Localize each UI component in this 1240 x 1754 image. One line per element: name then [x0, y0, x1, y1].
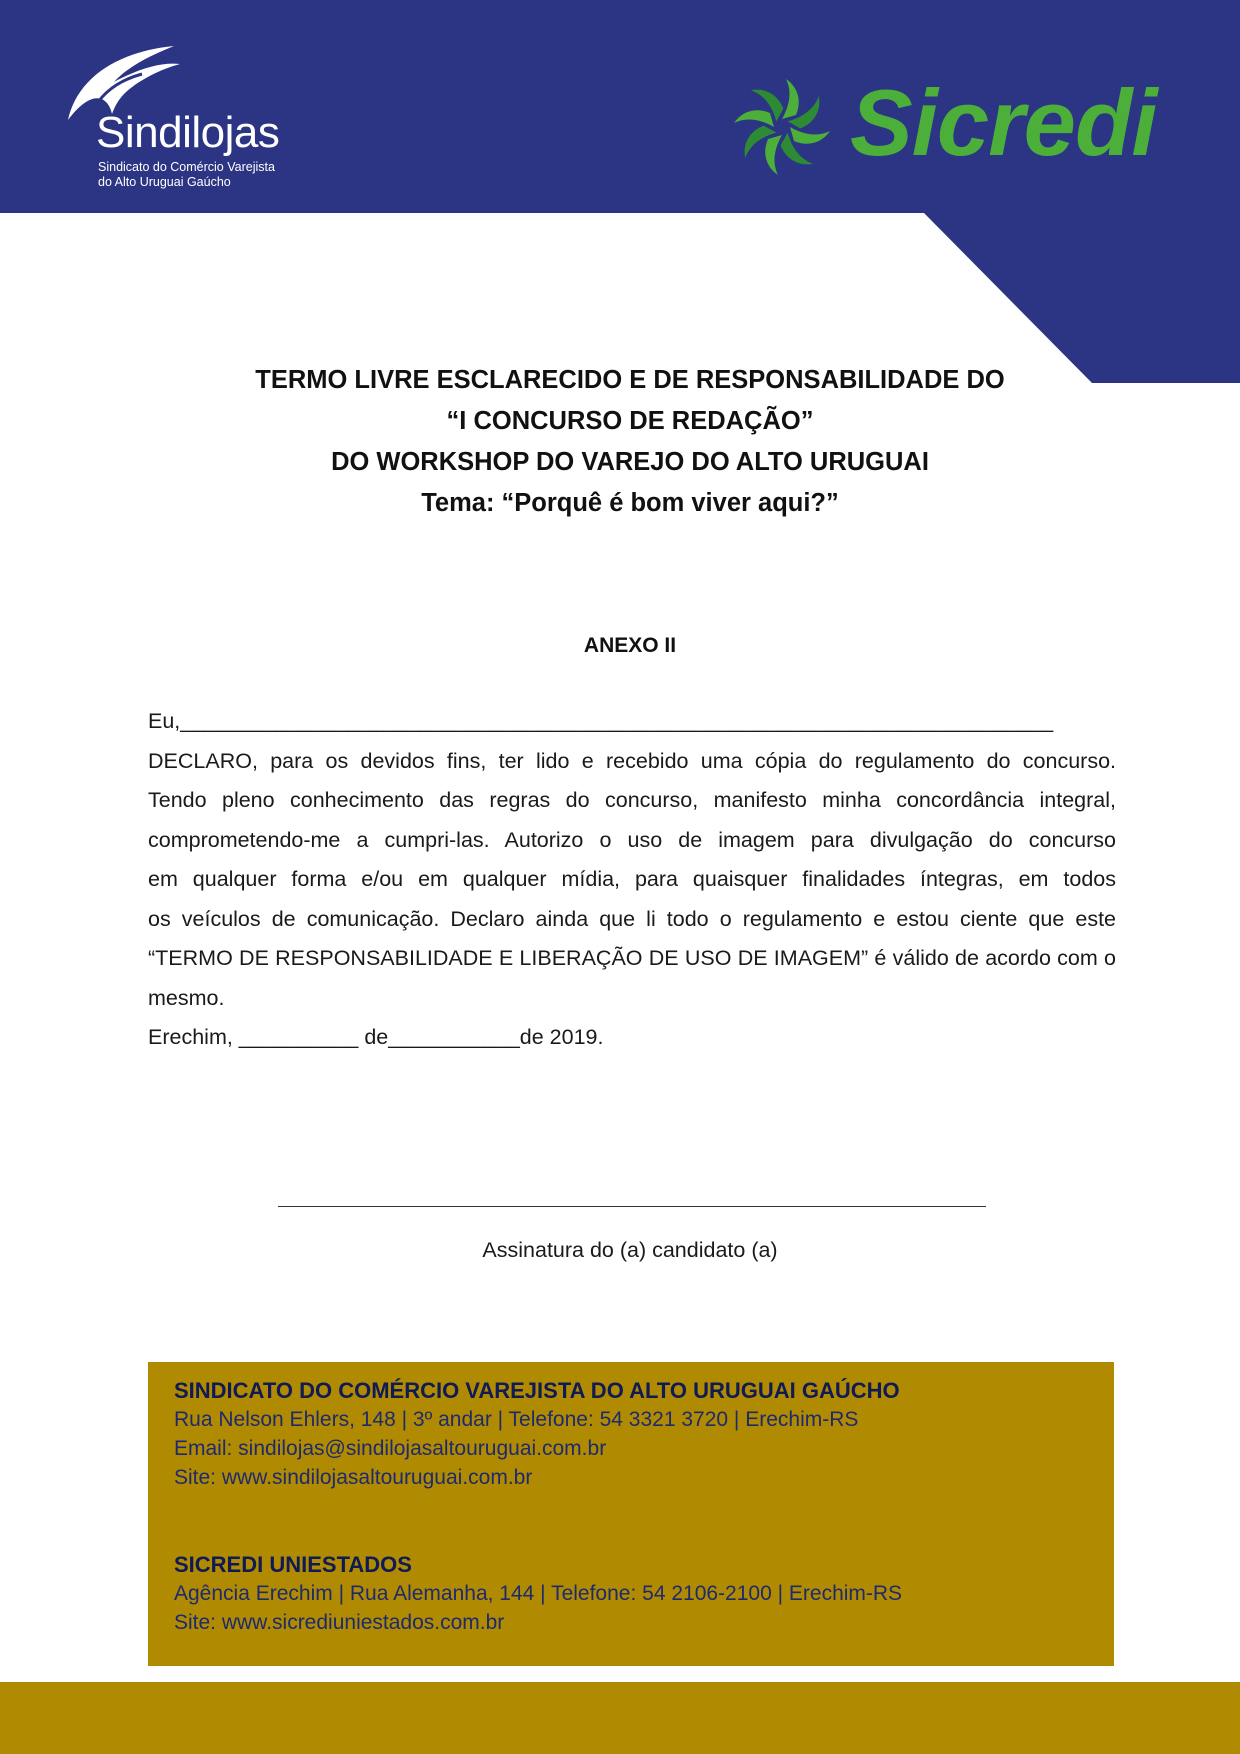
body-line-5: em qualquer forma e/ou em qualquer mídia, para quaisquer finalidades íntegras, em todos — [148, 867, 1116, 891]
footer-content — [174, 1376, 1094, 1637]
sindilojas-subtitle-line2: do Alto Uruguai Gaúcho — [98, 175, 231, 189]
date-line: Erechim, __________ de___________de 2019. — [148, 1025, 604, 1049]
sindicato-site: Site: www.sindilojasaltouruguai.com.br — [174, 1466, 533, 1489]
sicredi-site: Site: www.sicrediuniestados.com.br — [174, 1611, 505, 1634]
sindicato-email: Email: sindilojas@sindilojasaltouruguai.com.br — [174, 1437, 607, 1460]
name-field-line: Eu,_________________________________________________________________________ — [148, 709, 1054, 733]
signature-line — [278, 1182, 986, 1207]
body-line-4: comprometendo-me a cumpri-las. Autorizo o uso de imagem para divulgação do concurso — [148, 827, 1116, 852]
document-title — [130, 360, 1130, 524]
body-line-2: DECLARO, para os devidos fins, ter lido e recebido uma cópia do regulamento do concurso. — [148, 748, 1116, 773]
body-line-3: Tendo pleno conhecimento das regras do concurso, manifesto minha concordância integral, — [148, 788, 1116, 812]
sicredi-pinwheel-icon — [730, 75, 834, 179]
footer-gap — [174, 1492, 1094, 1550]
body-line-6: os veículos de comunicação. Declaro ainda que li todo o regulamento e estou ciente que este — [148, 906, 1116, 931]
title-line-2: “I CONCURSO DE REDAÇÃO” — [446, 407, 814, 435]
title-line-4: Tema: “Porquê é bom viver aqui?” — [421, 489, 839, 517]
title-line-3: DO WORKSHOP DO VAREJO DO ALTO URUGUAI — [331, 448, 929, 476]
sindilojas-subtitle — [98, 160, 275, 190]
annex-heading: ANEXO II — [583, 634, 677, 657]
sicredi-logo — [730, 70, 1170, 185]
sicredi-address: Agência Erechim | Rua Alemanha, 144 | Telefone: 54 2106-2100 | Erechim-RS — [174, 1582, 903, 1605]
sindilojas-name: Sindilojas — [96, 108, 280, 157]
sindicato-address: Rua Nelson Ehlers, 148 | 3º andar | Telefone: 54 3321 3720 | Erechim-RS — [174, 1408, 859, 1431]
signature-caption: Assinatura do (a) candidato (a) — [482, 1238, 778, 1262]
sindicato-name: SINDICATO DO COMÉRCIO VAREJISTA DO ALTO URUGUAI GAÚCHO — [174, 1378, 900, 1403]
declaration-body — [148, 702, 1116, 1058]
sindilojas-subtitle-line1: Sindicato do Comércio Varejista — [98, 160, 275, 174]
bottom-band — [0, 1682, 1240, 1754]
body-line-7: “TERMO DE RESPONSABILIDADE E LIBERAÇÃO DE USO DE IMAGEM” é válido de acordo com o — [148, 946, 1116, 970]
sicredi-unit-name: SICREDI UNIESTADOS — [174, 1552, 412, 1577]
footer-contact-box — [148, 1362, 1114, 1666]
body-line-8: mesmo. — [148, 985, 225, 1010]
sicredi-name: Sicredi — [850, 70, 1157, 175]
sindilojas-logo — [62, 42, 302, 192]
title-line-1: TERMO LIVRE ESCLARECIDO E DE RESPONSABILIDADE DO — [255, 366, 1005, 394]
